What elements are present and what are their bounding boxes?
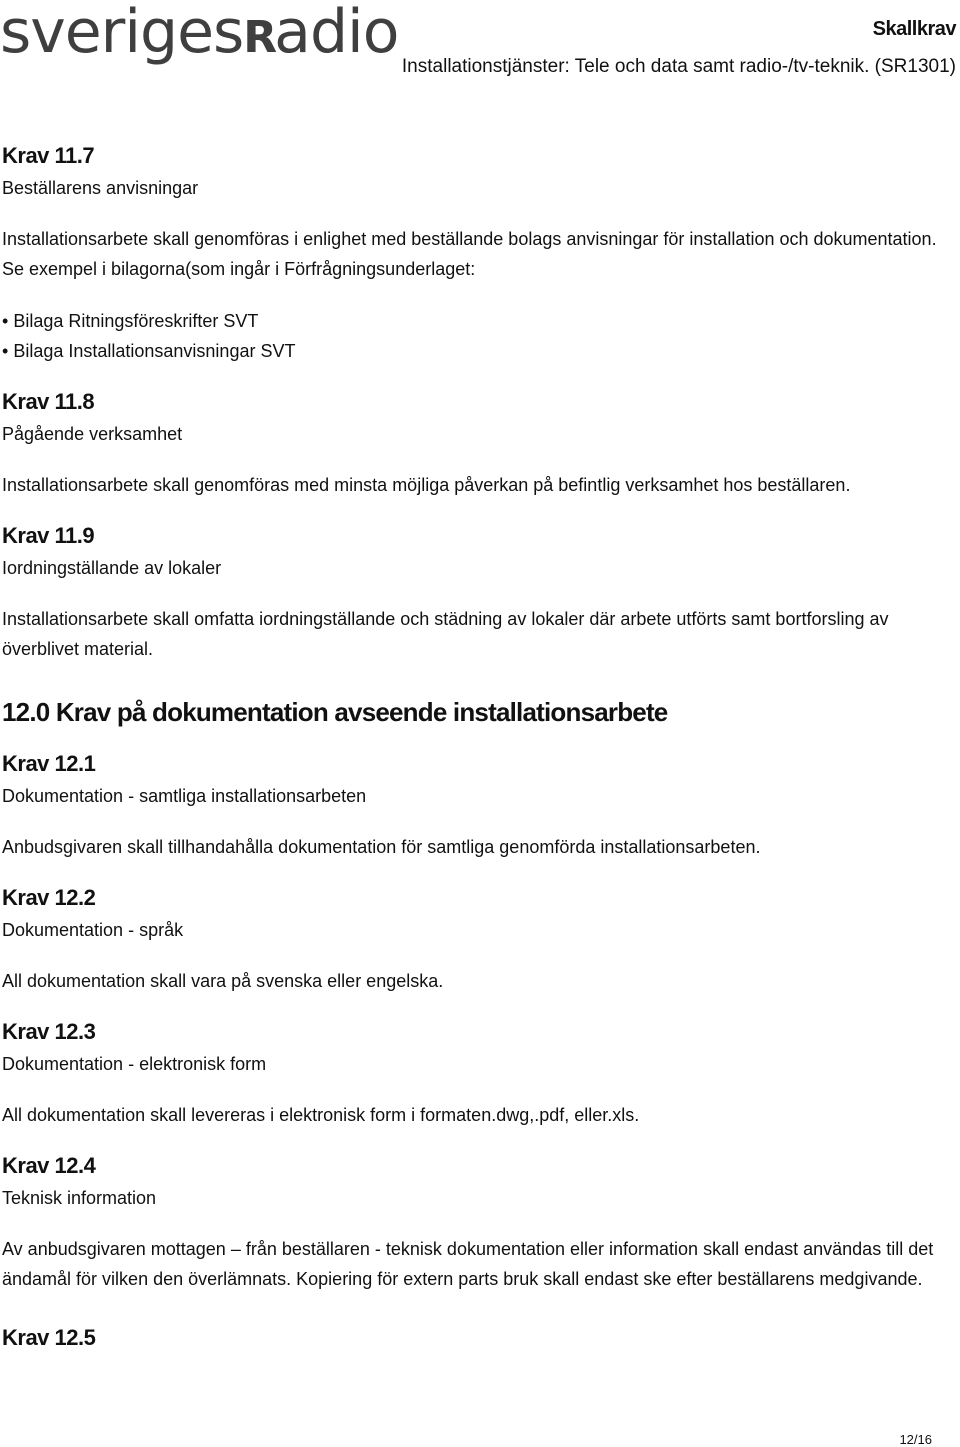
krav-text: Installationsarbete skall genomföras med minsta möjliga påverkan på befintlig verksamhet hos beställaren. [2,475,851,495]
krav-11-8 [2,388,957,500]
krav-heading: Krav 12.2 [2,885,96,910]
document-title: Skallkrav [872,18,956,40]
krav-heading: Krav 11.7 [2,143,95,168]
krav-subheading: Teknisk information [2,1188,157,1208]
krav-text: Anbudsgivaren skall tillhandahålla dokumentation för samtliga genomförda installationsarbeten. [2,837,761,857]
krav-subheading: Pågående verksamhet [2,424,183,444]
krav-text-2: Se exempel i bilagorna(som ingår i Förfrågningsunderlaget: [2,259,476,279]
list-item: • Bilaga Installationsanvisningar SVT [2,336,957,366]
logo-text-adio: adio [274,0,399,67]
attachment-list [2,306,957,366]
krav-text: Installationsarbete skall genomföras i enlighet med beställande bolags anvisningar för installation och dokumentation. [2,229,937,249]
krav-text: All dokumentation skall levereras i elektronisk form i formaten.dwg,.pdf, eller.xls. [2,1105,640,1125]
krav-subheading: Dokumentation - elektronisk form [2,1054,267,1074]
krav-heading: Krav 12.3 [2,1019,96,1044]
krav-text: Installationsarbete skall omfatta iordningställande och städning av lokaler där arbete utförts samt bortforsling av överblivet material. [2,609,889,659]
krav-text: Av anbudsgivaren mottagen – från beställaren - teknisk dokumentation eller information skall endast användas till det ändamål för vilken den överlämnats. Kopiering för extern parts bruk skall endast ske efter beställarens medgivande. [2,1239,934,1289]
krav-heading: Krav 11.8 [2,389,95,414]
logo-text-r: R [243,12,275,63]
krav-12-1 [2,750,957,862]
krav-subheading: Iordningställande av lokaler [2,558,222,578]
krav-12-2 [2,884,957,996]
section-heading: 12.0 Krav på dokumentation avseende installationsarbete [2,697,668,727]
krav-11-9 [2,522,957,664]
krav-heading: Krav 12.5 [2,1325,96,1350]
krav-12-3 [2,1018,957,1130]
sveriges-radio-logo [0,0,399,67]
krav-subheading: Dokumentation - samtliga installationsarbeten [2,786,367,806]
page-number: 12/16 [899,1432,932,1447]
list-item: • Bilaga Ritningsföreskrifter SVT [2,306,957,336]
krav-subheading: Beställarens anvisningar [2,178,199,198]
krav-heading: Krav 11.9 [2,523,95,548]
logo-text-sveriges: sveriges [0,0,244,67]
document-body [2,142,957,1352]
krav-text: All dokumentation skall vara på svenska eller engelska. [2,971,444,991]
krav-subheading: Dokumentation - språk [2,920,184,940]
krav-12-5 [2,1324,957,1352]
krav-heading: Krav 12.1 [2,751,96,776]
krav-11-7 [2,142,957,366]
document-subtitle: Installationstjänster: Tele och data samt radio-/tv-teknik. (SR1301) [401,56,956,77]
krav-heading: Krav 12.4 [2,1153,96,1178]
krav-12-4 [2,1152,957,1294]
